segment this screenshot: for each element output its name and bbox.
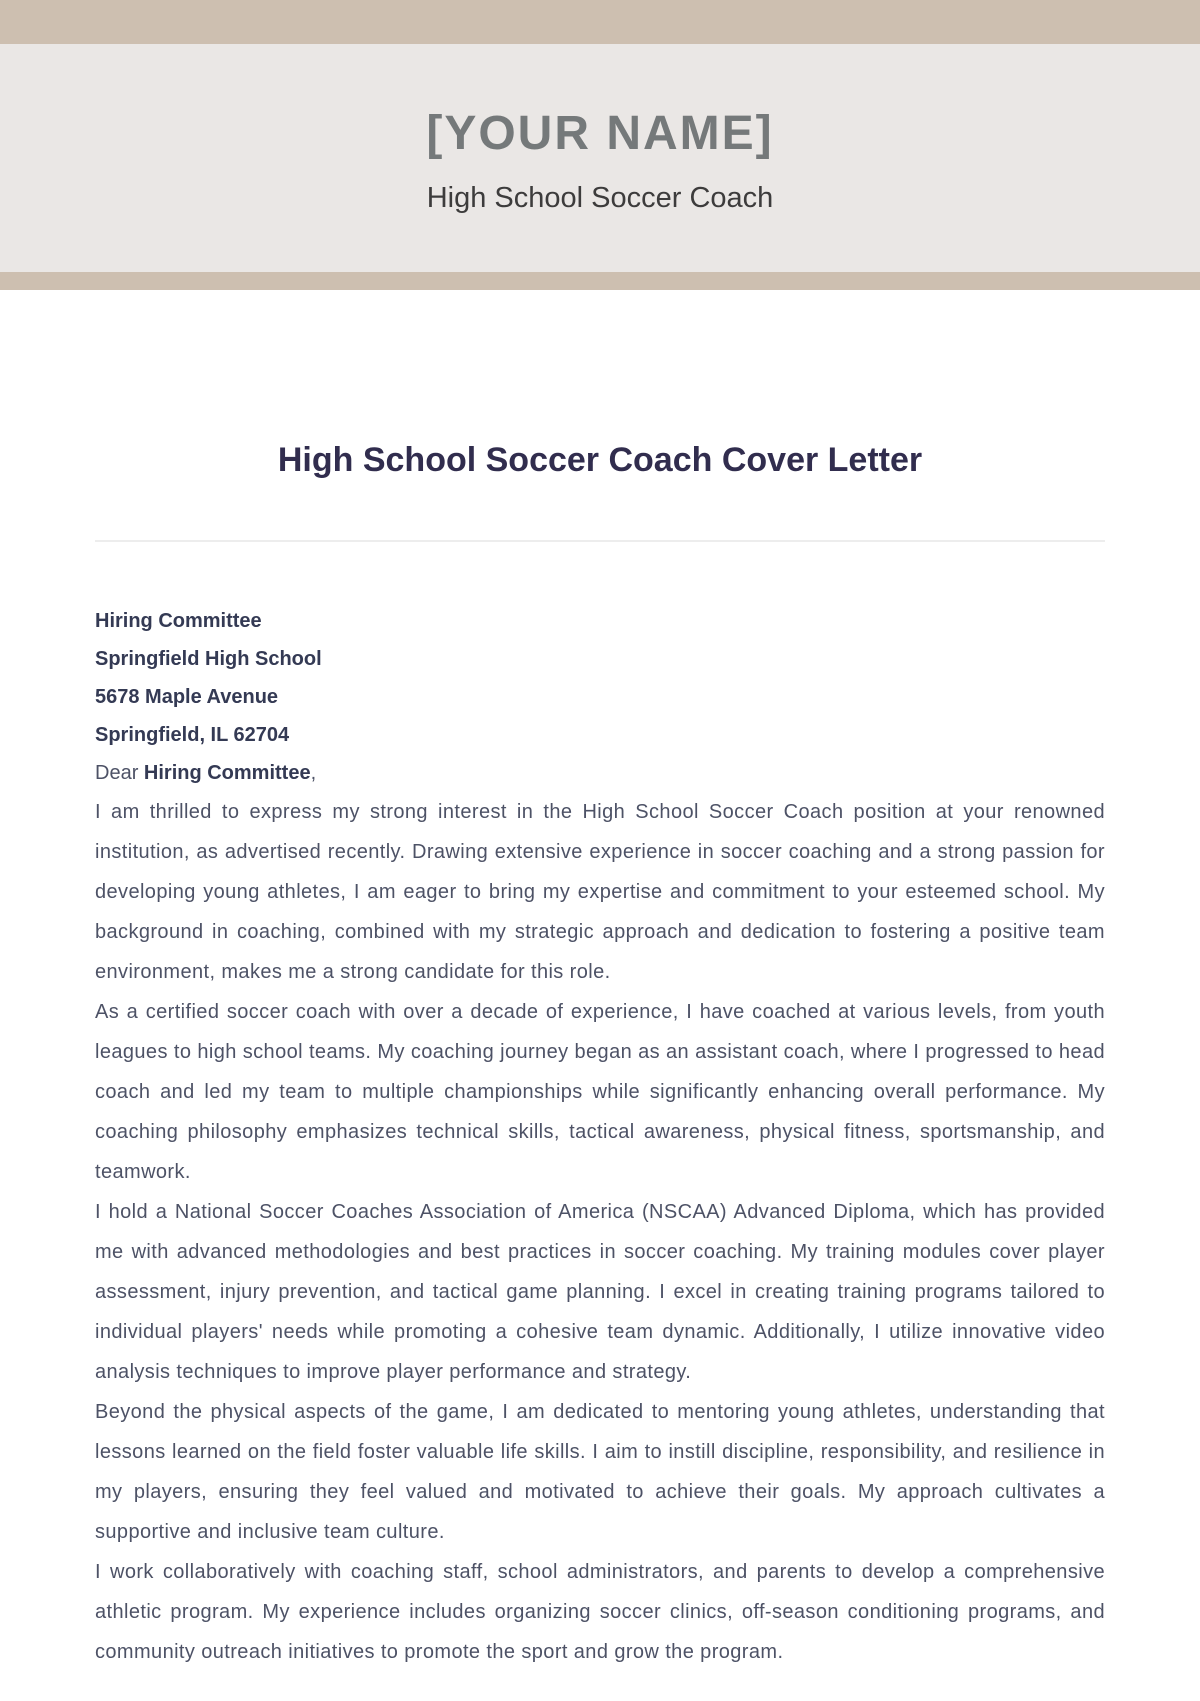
paragraph-mentoring: Beyond the physical aspects of the game, I am dedicated to mentoring young athletes, understanding that lessons learned on the field foster valuable life skills. I aim to instill discipline, responsibility, and resilience in my players, ensuring they feel valued and motivated to achieve their goals. My approach cultivates a supportive and inclusive team culture. [95,1401,1105,1543]
letterhead [0,44,1200,272]
recipient-organization: Springfield High School [95,648,322,670]
paragraph-intro: I am thrilled to express my strong interest in the High School Soccer Coach position at your renowned institution, as advertised recently. Drawing extensive experience in soccer coaching and a strong passion for developing young athletes, I am eager to bring my expertise and commitment to your esteemed school. My background in coaching, combined with my strategic approach and dedication to fostering a positive team environment, makes me a strong candidate for this role. [95,801,1105,983]
header-accent-strip [0,272,1200,290]
applicant-name: [YOUR NAME] [426,107,774,160]
recipient-street: 5678 Maple Avenue [95,686,279,708]
top-accent-bar [0,0,1200,44]
salutation-prefix: Dear [95,762,144,784]
recipient-name: Hiring Committee [95,610,262,632]
paragraph-experience: As a certified soccer coach with over a decade of experience, I have coached at various levels, from youth leagues to high school teams. My coaching journey began as an assistant coach, where I progressed to head coach and led my team to multiple championships while significantly enhancing overall performance. My coaching philosophy emphasizes technical skills, tactical awareness, physical fitness, sportsmanship, and teamwork. [95,1001,1105,1183]
paragraph-credentials: I hold a National Soccer Coaches Association of America (NSCAA) Advanced Diploma, which has provided me with advanced methodologies and best practices in soccer coaching. My training modules cover player assessment, injury prevention, and tactical game planning. I excel in creating training programs tailored to individual players' needs while promoting a cohesive team dynamic. Additionally, I utilize innovative video analysis techniques to improve player performance and strategy. [95,1201,1105,1383]
cover-letter-document [0,438,1200,1672]
letter-body [95,792,1105,1672]
recipient-city: Springfield, IL 62704 [95,724,290,746]
title-divider [95,540,1105,542]
salutation [95,754,1105,792]
document-title: High School Soccer Coach Cover Letter [277,441,923,479]
recipient-block [95,602,1105,754]
applicant-role: High School Soccer Coach [426,182,774,214]
salutation-suffix: , [310,762,317,784]
salutation-name: Hiring Committee [143,762,311,784]
paragraph-collaboration: I work collaboratively with coaching staff, school administrators, and parents to develop a comprehensive athletic program. My experience includes organizing soccer clinics, off-season conditioning programs, and community outreach initiatives to promote the sport and grow the program. [95,1561,1105,1663]
